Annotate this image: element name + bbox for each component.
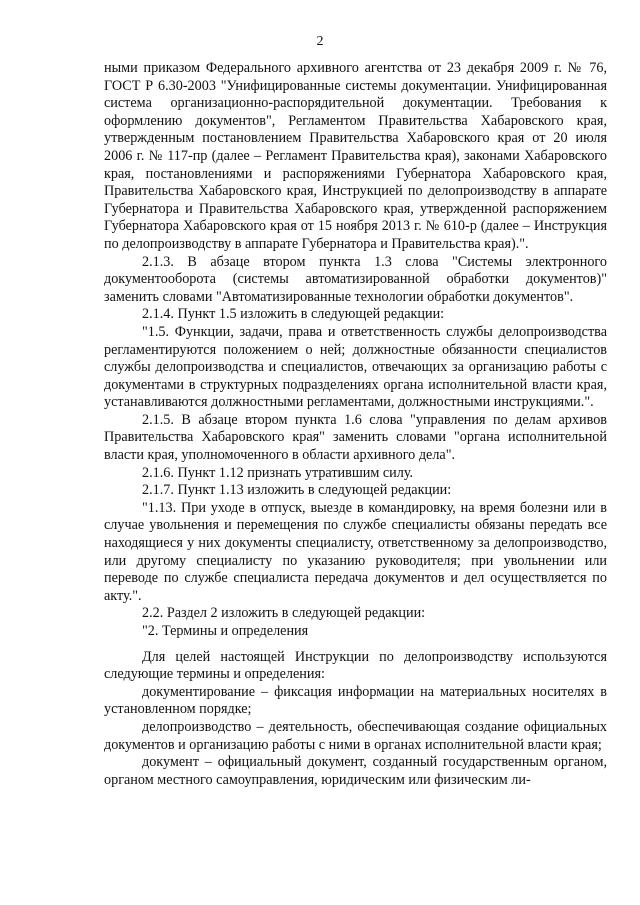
paragraph-quote-1-5: "1.5. Функции, задачи, права и ответственность службы делопроизводства регламентируются положением о ней; должностные обязанности специалистов службы делопроизводства и специалистов, отвечающих за организацию работы с документами в структурных подразделениях органа исполнительной власти края, устанавливаются должностными регламентами, должностными инструкциями.". — [104, 323, 607, 411]
paragraph-2-1-7: 2.1.7. Пункт 1.13 изложить в следующей редакции: — [142, 482, 452, 499]
page-number: 2 — [316, 34, 324, 49]
paragraph-2-1-6: 2.1.6. Пункт 1.12 признать утратившим силу. — [142, 464, 414, 481]
document-body — [104, 60, 607, 789]
paragraph-2-1-3: 2.1.3. В абзаце втором пункта 1.3 слова "Системы электронного документооборота (системы автоматизированной обработки документов)" заменить словами "Автоматизированные технологии обработки документов". — [104, 253, 607, 305]
section-heading-terms: "2. Термины и определения — [142, 623, 309, 639]
paragraph-2-1-4: 2.1.4. Пункт 1.5 изложить в следующей редакции: — [142, 306, 445, 323]
term-record-keeping: делопроизводство – деятельность, обеспечивающая создание официальных документов и организацию работы с ними в органах исполнительной власти края; — [104, 718, 607, 753]
paragraph-terms-intro: Для целей настоящей Инструкции по делопроизводству используются следующие термины и определения: — [104, 648, 607, 683]
paragraph-2-2: 2.2. Раздел 2 изложить в следующей редакции: — [142, 605, 426, 622]
paragraph-quote-1-13: "1.13. При уходе в отпуск, выезде в командировку, на время болезни или в случае увольнения и перемещения по службе специалисты обязаны передать все находящиеся у них документы специалисту, ответственному за делопроизводство, или другому специалисту по указанию руководителя; при увольнении или переводе по службе специалиста передача документов и дел осуществляется по акту.". — [104, 499, 607, 604]
term-documenting: документирование – фиксация информации на материальных носителях в установленном порядке; — [104, 683, 607, 718]
term-document: документ – официальный документ, созданный государственным органом, органом местного самоуправления, юридическим или физическим ли- — [104, 754, 607, 788]
paragraph-2-1-5: 2.1.5. В абзаце втором пункта 1.6 слова "управления по делам архивов Правительства Хабаровского края" заменить словами "органа исполнительной власти края, уполномоченного в области архивного дела". — [104, 411, 607, 464]
paragraph-continuation: ными приказом Федерального архивного агентства от 23 декабря 2009 г. № 76, ГОСТ Р 6.30-2003 "Унифицированные системы документации. Унифицированная система организационно-распорядительной документации. Требования к оформлению документов", Регламентом Правительства Хабаровского края, утвержденным постановлением Правительства Хабаровского края от 20 июля 2006 г. № 117-пр (далее – Регламент Правительства края), законами Хабаровского края, постановлениями и распоряжениями Губернатора Хабаровского края, Правительства Хабаровского края, Инструкцией по делопроизводству в аппарате Губернатора и Правительства Хабаровского края, утвержденной распоряжением Губернатора Хабаровского края от 15 ноября 2013 г. № 610-р (далее – Инструкция по делопроизводству в аппарате Губернатора и Правительства края).". — [104, 60, 607, 252]
